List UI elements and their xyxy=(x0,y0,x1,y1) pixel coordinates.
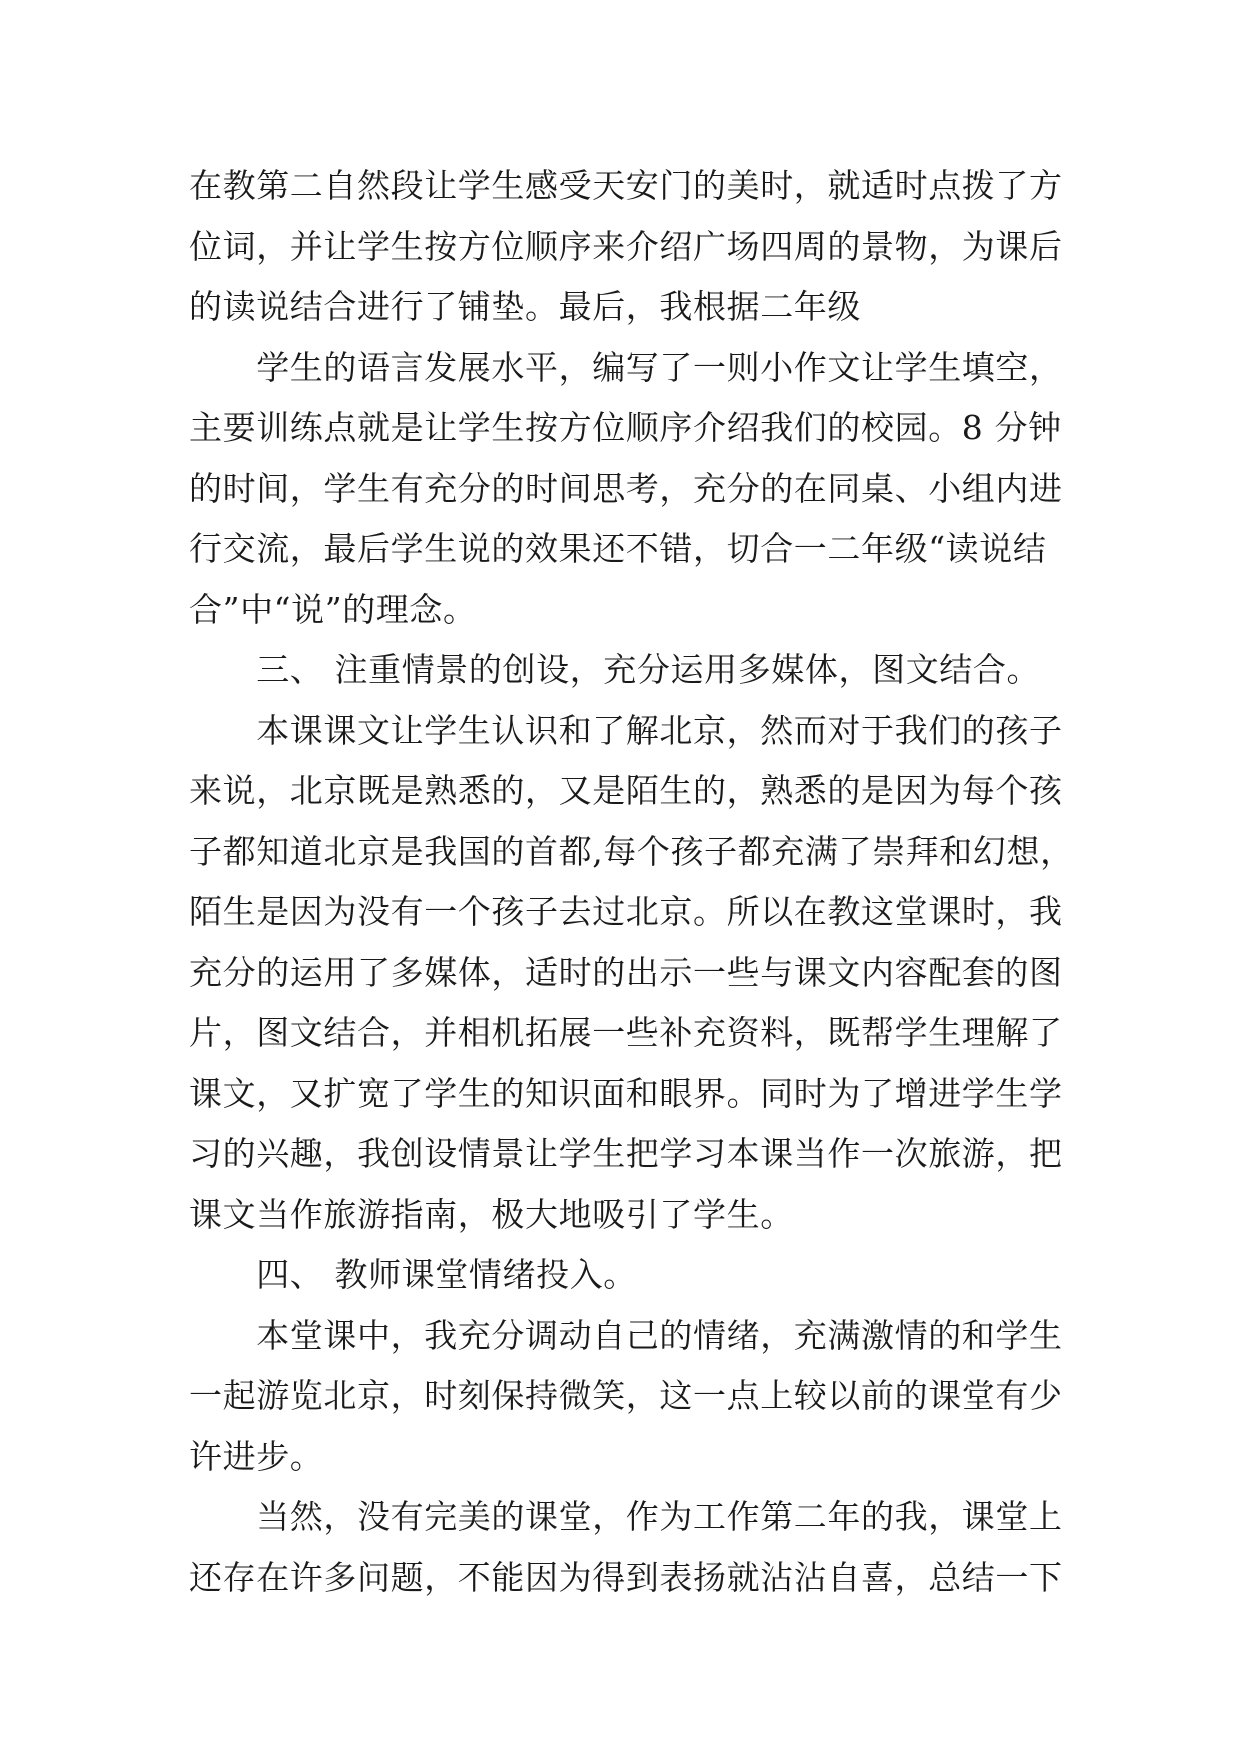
text-line: 课文，又扩宽了学生的知识面和眼界。同时为了增进学生学 xyxy=(189,1073,1063,1113)
text-line: 还存在许多问题，不能因为得到表扬就沾沾自喜，总结一下 xyxy=(189,1557,1063,1597)
text-line: 学生的语言发展水平，编写了一则小作文让学生填空， xyxy=(189,347,1063,387)
text-line: 习的兴趣，我创设情景让学生把学习本课当作一次旅游，把 xyxy=(189,1134,1063,1173)
text-line: 陌生是因为没有一个孩子去过北京。所以在教这堂课时，我 xyxy=(189,892,1063,931)
text-line: 当然，没有完美的课堂，作为工作第二年的我，课堂上 xyxy=(189,1497,1063,1536)
section-heading: 三、 注重情景的创设，充分运用多媒体，图文结合。 xyxy=(189,650,1041,689)
text-line: 在教第二自然段让学生感受天安门的美时，就适时点拨了方 xyxy=(189,166,1063,205)
text-line: 许进步。 xyxy=(189,1436,324,1476)
text-line: 片，图文结合，并相机拓展一些补充资料，既帮学生理解了 xyxy=(189,1013,1063,1052)
text-line: 位词，并让学生按方位顺序来介绍广场四周的景物，为课后 xyxy=(189,226,1063,266)
text-line: 课文当作旅游指南，极大地吸引了学生。 xyxy=(189,1194,794,1234)
body-text xyxy=(189,156,1074,1608)
text-line: 主要训练点就是让学生按方位顺序介绍我们的校园。8 分钟 xyxy=(189,408,1062,447)
text-line: 本堂课中，我充分调动自己的情绪，充满激情的和学生 xyxy=(189,1315,1063,1355)
text-line: 一起游览北京，时刻保持微笑，这一点上较以前的课堂有少 xyxy=(189,1376,1063,1415)
text-line: 充分的运用了多媒体，适时的出示一些与课文内容配套的图 xyxy=(189,952,1063,992)
text-line: 合”中“说”的理念。 xyxy=(189,589,477,629)
text-line: 本课课文让学生认识和了解北京，然而对于我们的孩子 xyxy=(189,710,1063,750)
text-line: 的时间，学生有充分的时间思考，充分的在同桌、小组内进 xyxy=(189,468,1063,508)
text-line: 行交流，最后学生说的效果还不错，切合一二年级“读说结 xyxy=(189,529,1047,568)
text-line: 来说，北京既是熟悉的，又是陌生的，熟悉的是因为每个孩 xyxy=(189,771,1063,810)
section-heading: 四、 教师课堂情绪投入。 xyxy=(189,1255,637,1294)
text-line: 的读说结合进行了铺垫。最后，我根据二年级 xyxy=(189,287,861,326)
text-line: 子都知道北京是我国的首都,每个孩子都充满了崇拜和幻想， xyxy=(189,831,1074,871)
